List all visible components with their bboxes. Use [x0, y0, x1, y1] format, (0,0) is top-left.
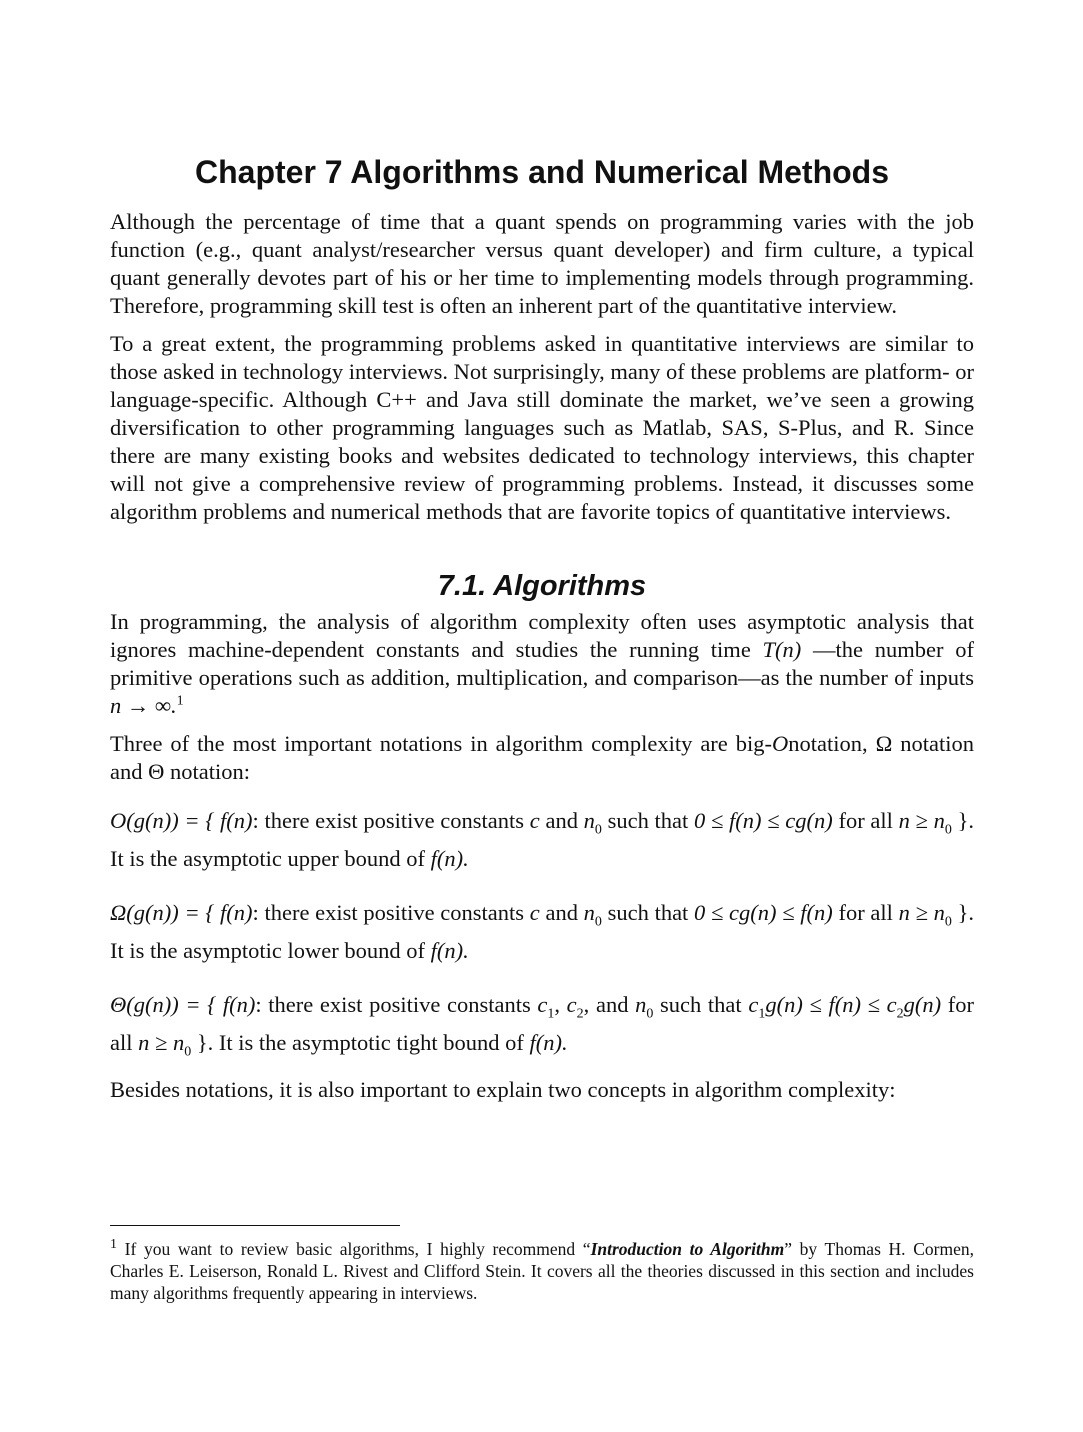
page-body: [110, 150, 974, 1114]
section-paragraph-2: Three of the most important notations in algorithm complexity are big-Onotation, Ω notation and Θ notation:: [110, 731, 975, 784]
section-paragraph-1: In programming, the analysis of algorithm complexity often uses asymptotic analysis that ignores machine-dependent constants and studies the running time T(n) —the number of primitive operations such as addition, multiplication, and comparison—as the number of inputs n → ∞.$^1$: [110, 609, 974, 718]
book-title: Introduction to Algorithm: [590, 1239, 785, 1259]
footnote: $^1$ If you want to review basic algorithms, I highly recommend “Introduction to Algorithm” by Thomas H. Cormen, Charles E. Leiserson, Ronald L. Rivest and Clifford Stein. It covers all the theories discussed in this section and includes many algorithms frequently appearing in interviews.: [110, 1237, 974, 1303]
footnote-divider: [110, 1225, 400, 1226]
big-o-definition: O(g(n)) = { f(n): there exist positive constants c and $n_0$ such that 0 ≤ f(n) ≤ cg(n) for all $n \ge n_0$ }. It is the asymptotic upper bound of f(n).: [110, 808, 974, 871]
chapter-title: Chapter 7 Algorithms and Numerical Methods: [194, 154, 890, 190]
intro-paragraph-2: To a great extent, the programming problems asked in quantitative interviews are similar to those asked in technology interviews. Not surprisingly, many of these problems are platform- or language-specific. Although C++ and Java still dominate the market, we’ve seen a growing diversification to other programming languages such as Matlab, SAS, S-Plus, and R. Since there are many existing books and websites dedicated to technology interviews, this chapter will not give a comprehensive review of programming problems. Instead, it discusses some algorithm problems and numerical methods that are favorite topics of quantitative interviews.: [110, 331, 974, 524]
theta-definition: Θ(g(n)) = { f(n): there exist positive constants $c_1$, $c_2$, and $n_0$ such that $c_1g(n) \le f(n) \le c_2g(n)$ for all $n \ge n_0$ }. It is the asymptotic tight bound of f(n).: [110, 992, 975, 1060]
section-paragraph-3: Besides notations, it is also important to explain two concepts in algorithm complexity:: [110, 1077, 896, 1102]
footnote-mark: 1: [110, 1237, 117, 1253]
intro-paragraph-1: Although the percentage of time that a quant spends on programming varies with the job function (e.g., quant analyst/researcher versus quant developer) and firm culture, a typical quant generally devotes part of his or her time to implementing models through programming. Therefore, programming skill test is often an inherent part of the quantitative interview.: [110, 209, 974, 318]
footnote-reference[interactable]: 1: [176, 693, 184, 709]
section-title: 7.1. Algorithms: [437, 570, 647, 602]
omega-definition: Ω(g(n)) = { f(n): there exist positive constants c and $n_0$ such that 0 ≤ cg(n) ≤ f(n) for all $n \ge n_0$ }. It is the asymptotic lower bound of f(n).: [110, 900, 975, 963]
